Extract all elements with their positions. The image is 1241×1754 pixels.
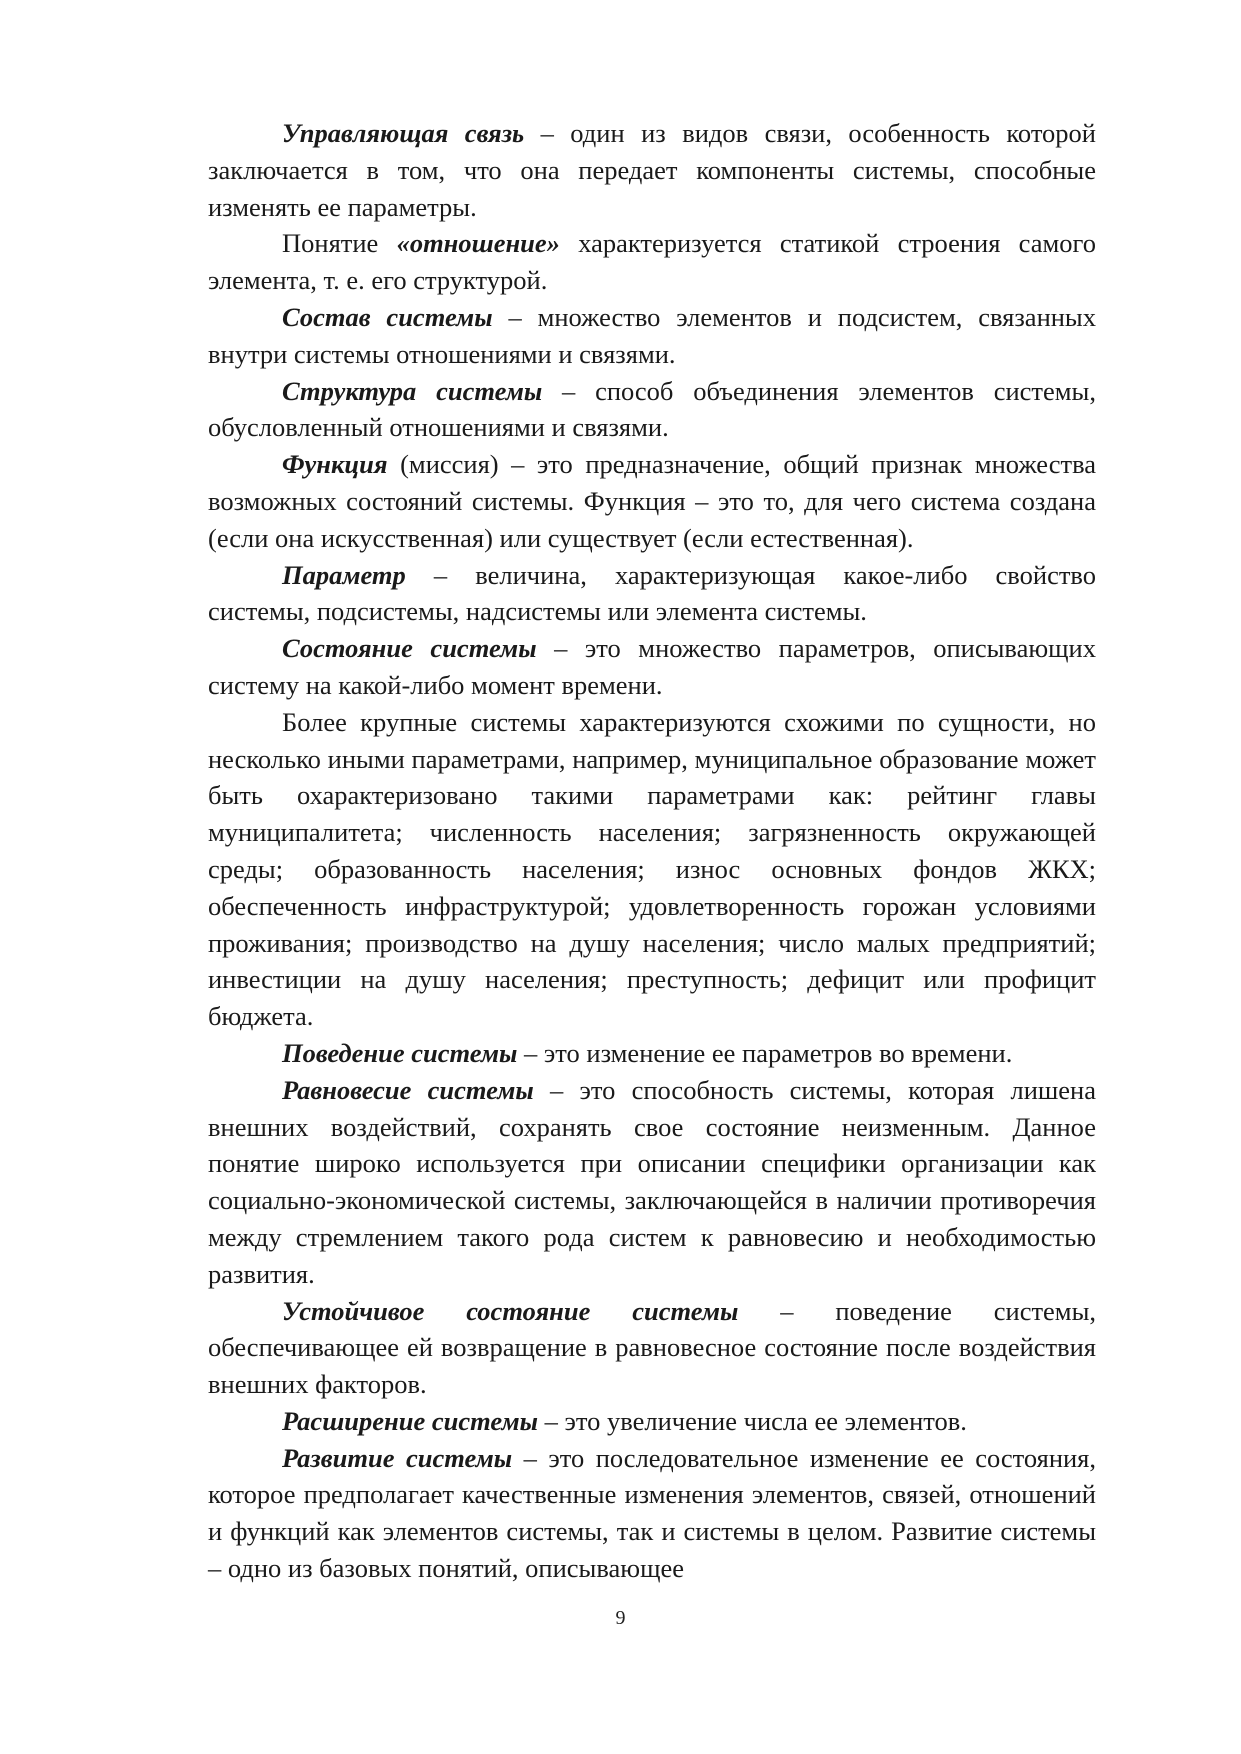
definition-text: – это способность системы, которая лишена внешних воздействий, сохранять свое состояние неизменным. Данное понятие широко используется при описании специфики организации как социально-экономической системы, заключающейся в наличии противоречия между стремлением такого рода систем к равновесию и необходимостью развития. bbox=[208, 1074, 1096, 1289]
paragraph-control-link bbox=[208, 115, 1096, 225]
paragraph-system-structure bbox=[208, 373, 1096, 447]
term-system-equilibrium: Равновесие системы bbox=[282, 1074, 534, 1105]
term-control-link: Управляющая связь bbox=[282, 118, 525, 148]
paragraph-system-behavior bbox=[208, 1035, 1096, 1072]
paragraph-parameter bbox=[208, 557, 1096, 631]
definition-text: характеризуется статикой строения самого элемента, т. е. его структурой. bbox=[208, 228, 1096, 296]
paragraph-larger-systems bbox=[208, 704, 1096, 1035]
definition-text: (миссия) – это предназначение, общий признак множества возможных состояний системы. Функция – это то, для чего система создана (если она искусственная) или существует (если естественная). bbox=[208, 449, 1096, 553]
term-system-structure: Структура системы bbox=[282, 375, 543, 406]
page-number: 9 bbox=[615, 1607, 626, 1629]
definition-text: – величина, характеризующая какое-либо свойство системы, подсистемы, надсистемы или элемента системы. bbox=[208, 559, 1096, 627]
definition-text: – поведение системы, обеспечивающее ей возвращение в равновесное состояние после воздействия внешних факторов. bbox=[208, 1295, 1096, 1400]
term-relation: «отношение» bbox=[396, 228, 560, 259]
term-system-behavior: Поведение системы bbox=[282, 1037, 518, 1068]
paragraph-system-equilibrium bbox=[208, 1072, 1096, 1293]
definition-text: – это множество параметров, описывающих систему на какой-либо момент времени. bbox=[208, 633, 1096, 700]
paragraph-system-expansion bbox=[208, 1403, 1096, 1440]
term-system-development: Развитие системы bbox=[282, 1442, 513, 1473]
definition-text: – способ объединения элементов системы, обусловленный отношениями и связями. bbox=[208, 375, 1096, 443]
term-stable-state: Устойчивое состояние системы bbox=[282, 1295, 739, 1326]
definition-text: – это увеличение числа ее элементов. bbox=[538, 1405, 967, 1436]
paragraph-function bbox=[208, 446, 1096, 556]
body-paragraph-text: Более крупные системы характеризуются схожими по сущности, но несколько иными параметрами, например, муниципальное образование может быть охарактеризовано такими параметрами как: рейтинг главы муниципалитета; численность населения; загрязненность окружающей среды; образованность населения; износ основных фондов ЖКХ; обеспеченность инфраструктурой; удовлетворенность горожан условиями проживания; производство на душу населения; число малых предприятий; инвестиции на душу населения; преступность; дефицит или профицит бюджета. bbox=[208, 706, 1096, 1032]
definition-text: – множество элементов и подсистем, связанных внутри системы отношениями и связями. bbox=[208, 301, 1096, 369]
definition-text: – это изменение ее параметров во времени. bbox=[517, 1037, 1013, 1068]
term-system-expansion: Расширение системы bbox=[282, 1405, 539, 1436]
lead-text: Понятие bbox=[282, 228, 397, 259]
paragraph-system-development bbox=[208, 1440, 1096, 1587]
paragraph-relation bbox=[208, 225, 1096, 299]
term-function: Функция bbox=[282, 449, 388, 480]
definition-text: – один из видов связи, особенность которой заключается в том, что она передает компоненты системы, способные изменять ее параметры. bbox=[208, 118, 1096, 222]
body-text bbox=[208, 115, 1096, 1587]
term-system-state: Состояние системы bbox=[282, 633, 537, 664]
paragraph-system-composition bbox=[208, 299, 1096, 373]
paragraph-system-state bbox=[208, 630, 1096, 704]
term-system-composition: Состав системы bbox=[282, 301, 493, 332]
paragraph-stable-state bbox=[208, 1293, 1096, 1403]
definition-text: – это последовательное изменение ее состояния, которое предполагает качественные изменения элементов, связей, отношений и функций как элементов системы, так и системы в целом. Развитие системы – одно из базовых понятий, описывающее bbox=[208, 1442, 1096, 1584]
term-parameter: Параметр bbox=[282, 559, 406, 590]
